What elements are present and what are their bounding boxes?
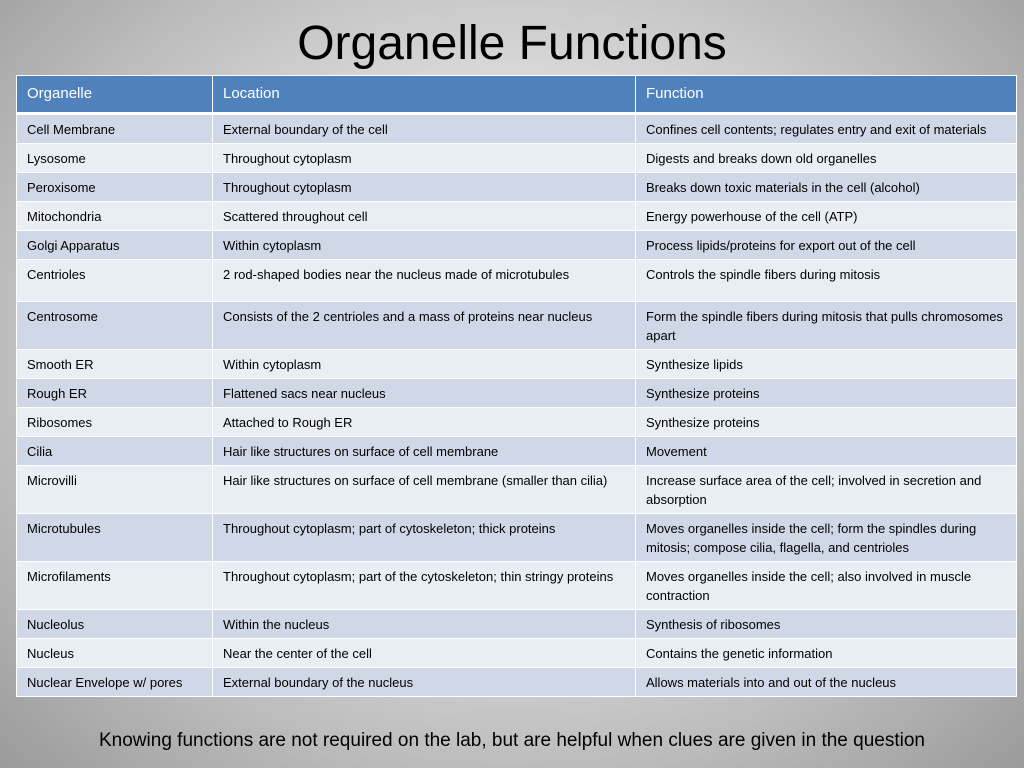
- footer-note: Knowing functions are not required on the lab, but are helpful when clues are given in the question: [99, 730, 925, 751]
- location-cell: Within cytoplasm: [213, 231, 636, 260]
- organelle-cell: Ribosomes: [17, 408, 213, 437]
- table-row: [17, 379, 1017, 408]
- location-cell: Scattered throughout cell: [213, 202, 636, 231]
- organelle-cell: Nucleus: [17, 639, 213, 668]
- function-cell: Movement: [636, 437, 1017, 466]
- organelle-cell: Nuclear Envelope w/ pores: [17, 668, 213, 697]
- function-cell: Synthesize proteins: [636, 379, 1017, 408]
- table-row: [17, 302, 1017, 350]
- location-cell: 2 rod-shaped bodies near the nucleus made of microtubules: [213, 260, 636, 302]
- slide-title: Organelle Functions: [297, 17, 727, 70]
- table-row: [17, 562, 1017, 610]
- table-row: [17, 668, 1017, 697]
- location-cell: Throughout cytoplasm: [213, 173, 636, 202]
- location-cell: Near the center of the cell: [213, 639, 636, 668]
- function-cell: Energy powerhouse of the cell (ATP): [636, 202, 1017, 231]
- organelle-cell: Centrioles: [17, 260, 213, 302]
- organelle-cell: Cell Membrane: [17, 114, 213, 144]
- location-cell: Hair like structures on surface of cell membrane (smaller than cilia): [213, 466, 636, 514]
- organelle-cell: Rough ER: [17, 379, 213, 408]
- table-row: [17, 514, 1017, 562]
- header-location: Location: [213, 76, 636, 114]
- function-cell: Synthesis of ribosomes: [636, 610, 1017, 639]
- organelle-cell: Microtubules: [17, 514, 213, 562]
- organelle-cell: Centrosome: [17, 302, 213, 350]
- function-cell: Contains the genetic information: [636, 639, 1017, 668]
- table-row: [17, 114, 1017, 144]
- location-cell: Throughout cytoplasm; part of the cytoskeleton; thin stringy proteins: [213, 562, 636, 610]
- table-row: [17, 260, 1017, 302]
- table-row: [17, 639, 1017, 668]
- location-cell: Hair like structures on surface of cell membrane: [213, 437, 636, 466]
- function-cell: Process lipids/proteins for export out of the cell: [636, 231, 1017, 260]
- organelle-cell: Mitochondria: [17, 202, 213, 231]
- function-cell: Moves organelles inside the cell; form the spindles during mitosis; compose cilia, flagella, and centrioles: [636, 514, 1017, 562]
- function-cell: Synthesize proteins: [636, 408, 1017, 437]
- table-row: [17, 231, 1017, 260]
- function-cell: Breaks down toxic materials in the cell (alcohol): [636, 173, 1017, 202]
- table-row: [17, 408, 1017, 437]
- function-cell: Form the spindle fibers during mitosis that pulls chromosomes apart: [636, 302, 1017, 350]
- header-function: Function: [636, 76, 1017, 114]
- function-cell: Allows materials into and out of the nucleus: [636, 668, 1017, 697]
- organelle-cell: Nucleolus: [17, 610, 213, 639]
- table-row: [17, 610, 1017, 639]
- location-cell: External boundary of the nucleus: [213, 668, 636, 697]
- organelle-cell: Microvilli: [17, 466, 213, 514]
- location-cell: Within the nucleus: [213, 610, 636, 639]
- organelle-cell: Lysosome: [17, 144, 213, 173]
- table-row: [17, 437, 1017, 466]
- organelle-cell: Microfilaments: [17, 562, 213, 610]
- function-cell: Synthesize lipids: [636, 350, 1017, 379]
- function-cell: Increase surface area of the cell; involved in secretion and absorption: [636, 466, 1017, 514]
- function-cell: Controls the spindle fibers during mitosis: [636, 260, 1017, 302]
- organelle-cell: Peroxisome: [17, 173, 213, 202]
- location-cell: External boundary of the cell: [213, 114, 636, 144]
- location-cell: Flattened sacs near nucleus: [213, 379, 636, 408]
- table-row: [17, 350, 1017, 379]
- organelle-cell: Smooth ER: [17, 350, 213, 379]
- location-cell: Attached to Rough ER: [213, 408, 636, 437]
- table-header-row: [17, 76, 1017, 114]
- organelle-table: [16, 75, 1017, 697]
- function-cell: Digests and breaks down old organelles: [636, 144, 1017, 173]
- organelle-table-container: [16, 75, 1016, 697]
- table-row: [17, 202, 1017, 231]
- function-cell: Confines cell contents; regulates entry and exit of materials: [636, 114, 1017, 144]
- location-cell: Within cytoplasm: [213, 350, 636, 379]
- organelle-cell: Cilia: [17, 437, 213, 466]
- table-row: [17, 173, 1017, 202]
- organelle-cell: Golgi Apparatus: [17, 231, 213, 260]
- location-cell: Throughout cytoplasm: [213, 144, 636, 173]
- location-cell: Throughout cytoplasm; part of cytoskeleton; thick proteins: [213, 514, 636, 562]
- function-cell: Moves organelles inside the cell; also involved in muscle contraction: [636, 562, 1017, 610]
- header-organelle: Organelle: [17, 76, 213, 114]
- table-row: [17, 466, 1017, 514]
- location-cell: Consists of the 2 centrioles and a mass of proteins near nucleus: [213, 302, 636, 350]
- table-row: [17, 144, 1017, 173]
